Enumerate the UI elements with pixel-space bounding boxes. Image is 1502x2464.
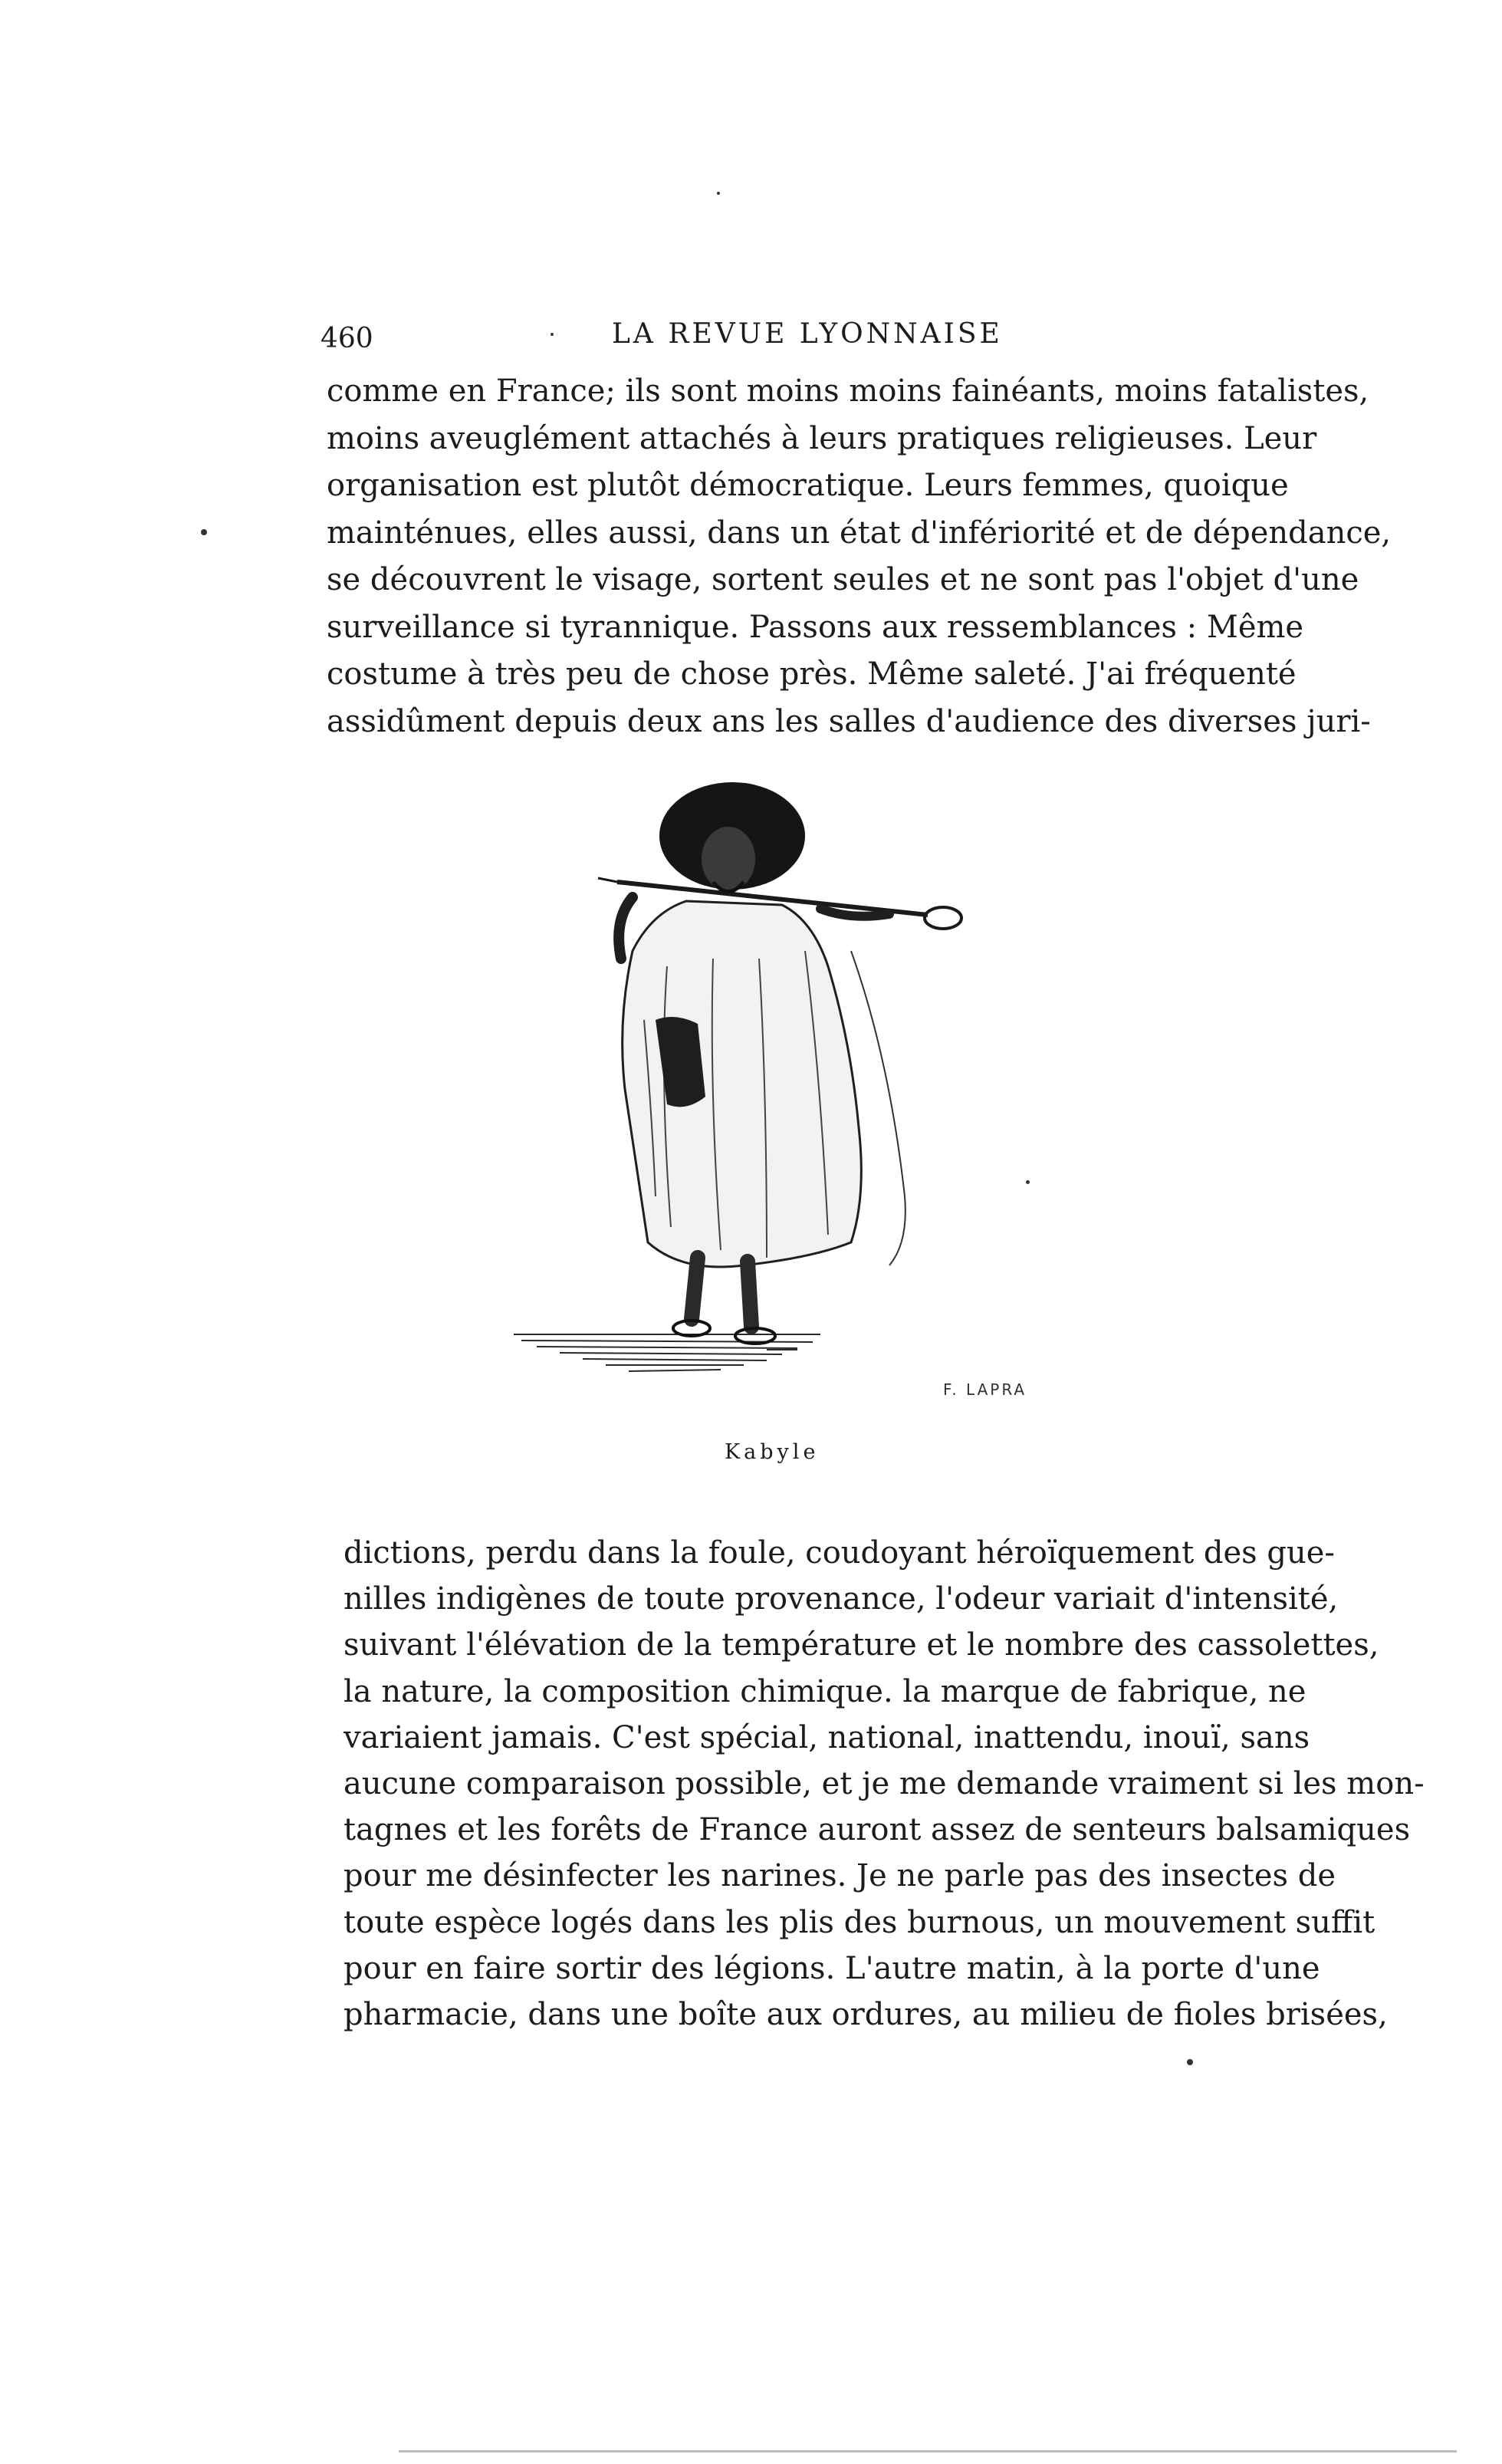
artist-signature: F. LAPRA (943, 1380, 1027, 1399)
scan-bottom-rule (399, 2450, 1457, 2452)
page-number: 460 (320, 323, 373, 354)
text-line: pharmacie, dans une boîte aux ordures, au milieu de fioles brisées, (343, 1997, 1388, 2033)
face (702, 827, 755, 891)
scan-speck (1026, 1180, 1030, 1184)
text-line: costume à très peu de chose près. Même saleté. J'ai fréquenté (327, 656, 1297, 692)
text-line: moins aveuglément attachés à leurs pratiques religieuses. Leur (327, 420, 1317, 456)
left-arm (619, 897, 633, 959)
text-line: toute espèce logés dans les plis des burnous, un mouvement suffit (343, 1904, 1375, 1940)
figure-caption: Kabyle (725, 1440, 820, 1464)
paragraph-bottom (343, 1530, 1425, 2038)
text-line: nilles indigènes de toute provenance, l'odeur variait d'intensité, (343, 1581, 1339, 1617)
text-line: dictions, perdu dans la foule, coudoyant héroïquement des gue- (343, 1535, 1335, 1571)
running-header (320, 318, 1265, 364)
text-line: se découvrent le visage, sortent seules et ne sont pas l'objet d'une (327, 562, 1359, 597)
text-line: organisation est plutôt démocratique. Leurs femmes, quoique (327, 468, 1289, 503)
text-line: tagnes et les forêts de France auront assez de senteurs balsamiques (343, 1812, 1411, 1848)
running-title: LA REVUE LYONNAISE (612, 318, 1003, 350)
text-line: assidûment depuis deux ans les salles d'audience des diverses juri- (327, 703, 1371, 739)
paragraph-top (327, 368, 1392, 745)
scan-speck (1187, 2059, 1193, 2065)
text-line: la nature, la composition chimique. la marque de fabrique, ne (343, 1673, 1306, 1709)
text-line: surveillance si tyrannique. Passons aux ressemblances : Même (327, 609, 1304, 645)
left-leg (692, 1258, 698, 1319)
text-line: aucune comparaison possible, et je me demande vraiment si les mon- (343, 1766, 1425, 1802)
text-line: mainténues, elles aussi, dans un état d'infériorité et de dépendance, (327, 515, 1392, 551)
text-line: pour me désinfecter les narines. Je ne parle pas des insectes de (343, 1858, 1336, 1894)
text-line: pour en faire sortir des légions. L'autre matin, à la porte d'une (343, 1950, 1320, 1986)
scan-speck (201, 529, 207, 535)
text-line: suivant l'élévation de la température et le nombre des cassolettes, (343, 1627, 1379, 1663)
burnous (623, 901, 862, 1267)
text-line: comme en France; ils sont moins moins fainéants, moins fatalistes, (327, 373, 1369, 409)
kabyle-illustration (491, 767, 1043, 1442)
text-line: variaient jamais. C'est spécial, national, inattendu, inouï, sans (343, 1719, 1310, 1755)
right-leg (748, 1262, 751, 1327)
scan-speck (551, 333, 554, 336)
scan-speck (717, 192, 720, 195)
